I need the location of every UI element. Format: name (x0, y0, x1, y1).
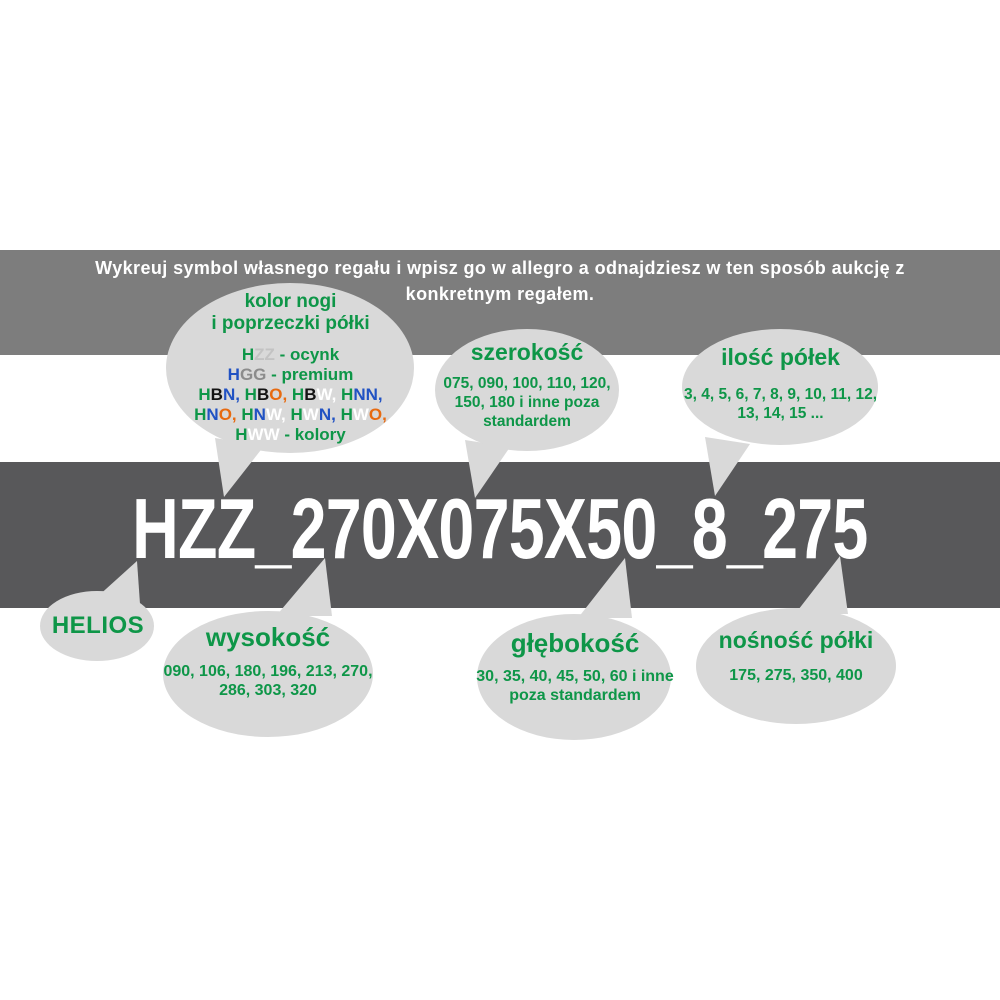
ilosc-title: ilość półek (721, 344, 840, 370)
product-code-text: HZZ_270X075X50_8_275 (132, 482, 868, 577)
banner-line-2: konkretnym regałem. (405, 284, 595, 305)
color-code-line: HGG - premium (227, 364, 354, 384)
nosnosc-values: 175, 275, 350, 400 (729, 667, 863, 684)
nosnosc-bubble-content (695, 627, 897, 685)
glebokosc-title: głębokość (510, 628, 640, 658)
helios-label: HELIOS (51, 612, 145, 639)
color-bubble-title-line2: i poprzeczki półki (211, 313, 370, 335)
color-code-line: HZZ - ocynk (241, 344, 340, 364)
szerokosc-title: szerokość (470, 339, 584, 365)
wysokosc-title: wysokość (205, 622, 331, 652)
ilosc-values: 3, 4, 5, 6, 7, 8, 9, 10, 11, 12, 13, 14, 15 ... (683, 386, 878, 422)
top-banner-text (0, 255, 1000, 307)
nosnosc-title: nośność półki (718, 627, 874, 653)
color-bubble-content (168, 291, 413, 445)
color-bubble-title-line1: kolor nogi (244, 291, 337, 312)
ilosc-bubble-content (683, 344, 878, 423)
wysokosc-values: 090, 106, 180, 196, 213, 270, 286, 303, 320 (163, 663, 373, 699)
wysokosc-bubble-content (163, 622, 373, 700)
szerokosc-bubble-content (432, 339, 622, 431)
banner-line-1: Wykreuj symbol własnego regału i wpisz go w allegro a odnajdziesz w ten sposób aukcję z (95, 258, 905, 278)
szerokosc-values: 075, 090, 100, 110, 120, 150, 180 i inne poza standardem (443, 375, 611, 430)
color-code-line: HBN, HBO, HBW, HNN, (198, 384, 383, 404)
product-code (0, 482, 1000, 577)
color-code-line: HNO, HNW, HWN, HWO, (194, 404, 387, 424)
glebokosc-bubble-content (475, 628, 675, 705)
color-code-line: HWW - kolory (235, 424, 346, 444)
glebokosc-values: 30, 35, 40, 45, 50, 60 i inne poza standardem (476, 668, 674, 704)
